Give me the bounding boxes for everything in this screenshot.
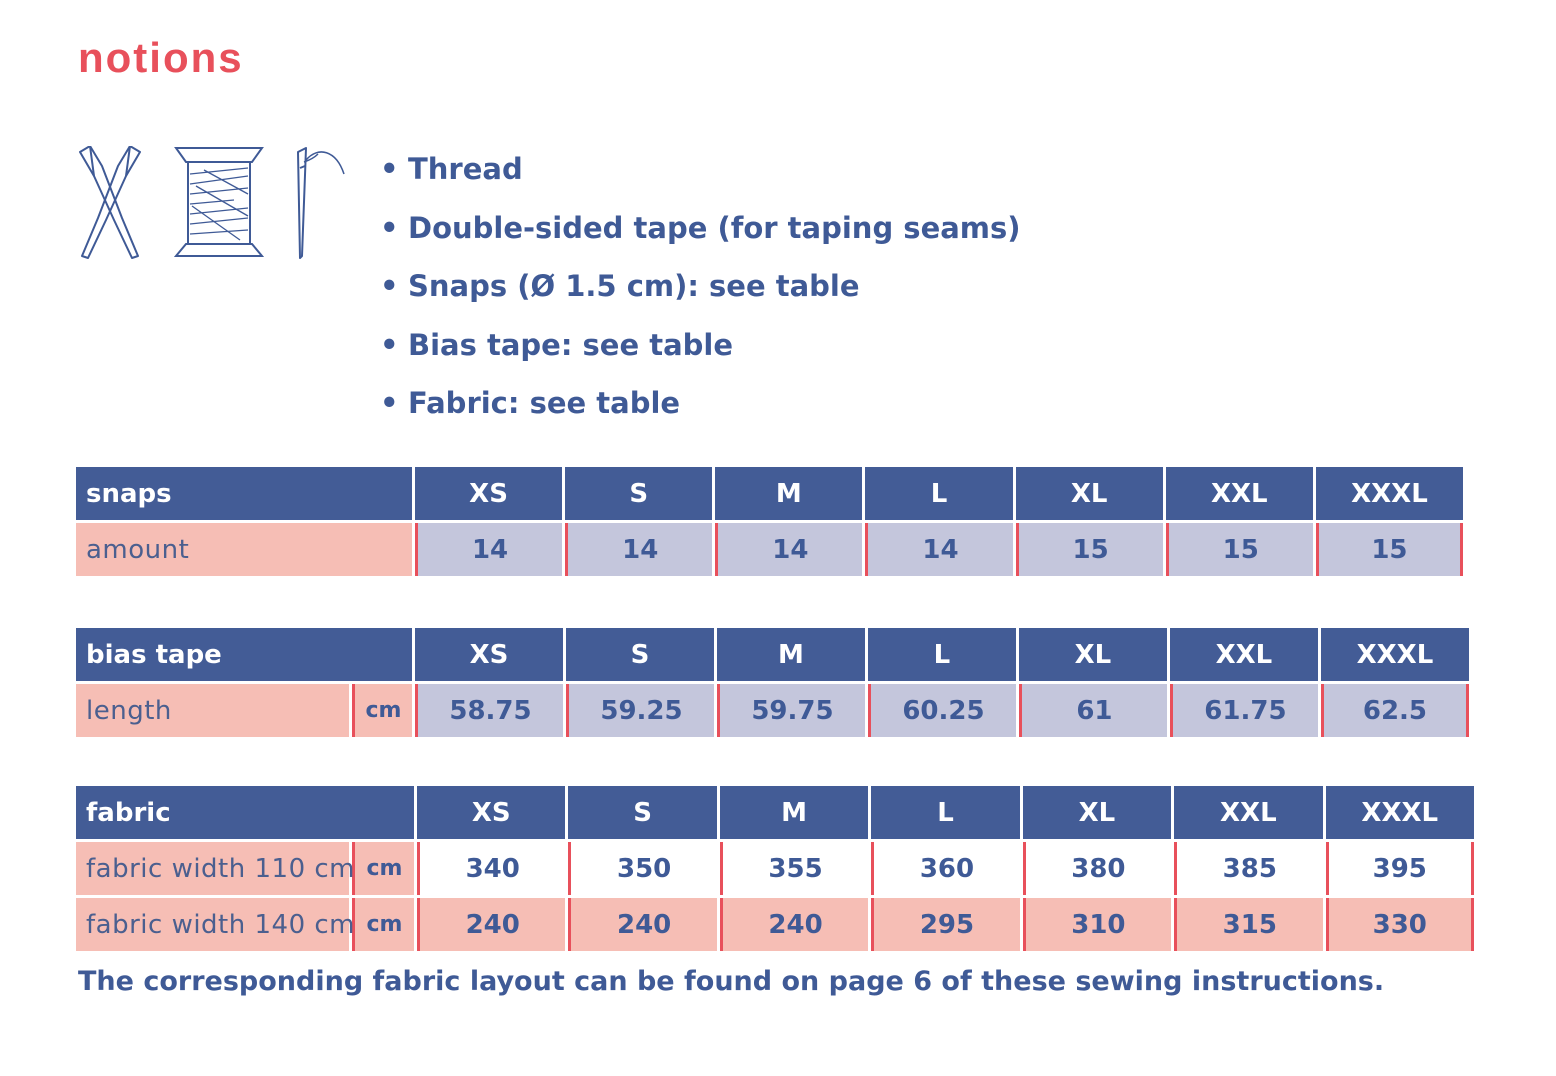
size-header: M	[720, 786, 868, 839]
list-item: • Bias tape: see table	[380, 327, 734, 362]
list-item: • Thread	[380, 152, 523, 186]
table-cell: 59.25	[566, 684, 714, 737]
notions-list	[380, 140, 1021, 433]
size-header: L	[865, 467, 1012, 520]
unit-label: cm	[352, 684, 412, 737]
table-cell: 380	[1023, 842, 1171, 895]
size-header: XXXL	[1321, 628, 1469, 681]
table-row	[76, 842, 1474, 895]
table-cell: 14	[415, 523, 562, 576]
fabric-table	[73, 783, 1477, 954]
page-heading: notions	[78, 34, 244, 81]
notions-illustrations	[74, 146, 354, 262]
size-header: S	[565, 467, 712, 520]
size-header: XS	[415, 628, 563, 681]
table-cell: 330	[1326, 898, 1474, 951]
table-cell: 14	[715, 523, 862, 576]
list-item: • Fabric: see table	[380, 386, 681, 420]
table-header-row	[76, 628, 1469, 681]
table-cell: 340	[417, 842, 565, 895]
table-cell: 15	[1316, 523, 1463, 576]
table-cell: 240	[568, 898, 716, 951]
table-cell: 60.25	[868, 684, 1016, 737]
table-cell: 59.75	[717, 684, 865, 737]
size-header: M	[715, 467, 862, 520]
table-title: fabric	[76, 786, 414, 839]
size-header: XXXL	[1316, 467, 1463, 520]
size-header: XL	[1023, 786, 1171, 839]
thread-spool-icon	[174, 146, 264, 262]
footer-note: The corresponding fabric layout can be found on page 6 of these sewing instructions.	[78, 966, 1385, 997]
size-header: XL	[1016, 467, 1163, 520]
size-header: L	[868, 628, 1016, 681]
snaps-table	[73, 464, 1466, 579]
table-title: bias tape	[76, 628, 412, 681]
needle-icon	[288, 146, 352, 262]
table-cell: 62.5	[1321, 684, 1469, 737]
table-cell: 14	[565, 523, 712, 576]
table-cell: 360	[871, 842, 1019, 895]
row-label: length	[76, 684, 349, 737]
table-cell: 310	[1023, 898, 1171, 951]
table-header-row	[76, 786, 1474, 839]
table-cell: 15	[1016, 523, 1163, 576]
table-cell: 240	[417, 898, 565, 951]
unit-label: cm	[352, 898, 414, 951]
size-header: XXXL	[1326, 786, 1474, 839]
scissors-icon	[74, 146, 146, 262]
size-header: S	[566, 628, 714, 681]
table-cell: 240	[720, 898, 868, 951]
size-header: M	[717, 628, 865, 681]
size-header: XS	[417, 786, 565, 839]
row-label: amount	[76, 523, 412, 576]
size-header: XXL	[1170, 628, 1318, 681]
table-cell: 14	[865, 523, 1012, 576]
size-header: L	[871, 786, 1019, 839]
table-cell: 355	[720, 842, 868, 895]
table-cell: 61.75	[1170, 684, 1318, 737]
unit-label: cm	[352, 842, 414, 895]
table-cell: 58.75	[415, 684, 563, 737]
size-header: XXL	[1174, 786, 1322, 839]
table-cell: 295	[871, 898, 1019, 951]
table-cell: 350	[568, 842, 716, 895]
table-header-row	[76, 467, 1463, 520]
table-cell: 385	[1174, 842, 1322, 895]
size-header: XXL	[1166, 467, 1313, 520]
bias-tape-table	[73, 625, 1472, 740]
row-label: fabric width 140 cm	[76, 898, 349, 951]
row-label: fabric width 110 cm	[76, 842, 349, 895]
size-header: XL	[1019, 628, 1167, 681]
table-title: snaps	[76, 467, 412, 520]
table-row	[76, 523, 1463, 576]
size-header: XS	[415, 467, 562, 520]
table-cell: 15	[1166, 523, 1313, 576]
table-row	[76, 684, 1469, 737]
table-cell: 315	[1174, 898, 1322, 951]
list-item: • Snaps (Ø 1.5 cm): see table	[380, 269, 860, 303]
size-header: S	[568, 786, 716, 839]
table-row	[76, 898, 1474, 951]
table-cell: 61	[1019, 684, 1167, 737]
list-item: • Double-sided tape (for taping seams)	[380, 210, 1021, 245]
table-cell: 395	[1326, 842, 1474, 895]
